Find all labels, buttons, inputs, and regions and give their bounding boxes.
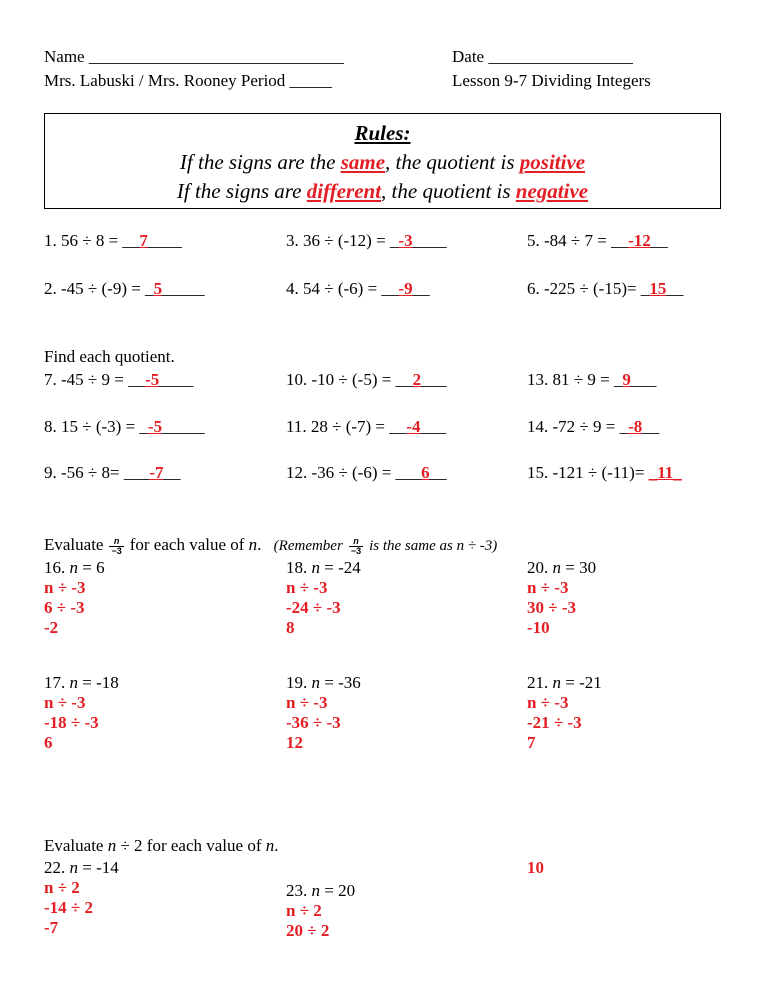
rule-keyword-positive: positive — [519, 150, 586, 174]
eval-heading — [286, 881, 355, 901]
eval-value: = -21 — [561, 673, 602, 692]
rule-text: If the signs are the — [179, 150, 341, 174]
answer: -3 — [398, 231, 413, 250]
problem-9 — [44, 463, 181, 483]
variable: n — [69, 673, 78, 692]
eval-heading — [44, 558, 105, 578]
problem-text: 5. -84 ÷ 7 = __ — [527, 231, 629, 250]
answer: 7 — [139, 231, 148, 250]
eval-step: -18 ÷ -3 — [44, 713, 99, 732]
answer: 5 — [153, 279, 163, 298]
problem-7 — [44, 370, 193, 390]
fraction — [109, 537, 123, 556]
blank: ____ — [147, 231, 182, 250]
eval-answer: -2 — [44, 618, 59, 637]
problem-8 — [44, 417, 205, 437]
eval-heading — [286, 558, 361, 578]
date-label: Date — [452, 47, 485, 66]
section-heading: Find each quotient. — [44, 347, 175, 366]
blank: __ — [650, 231, 668, 250]
fraction-numerator: n — [353, 536, 359, 547]
eval-answer: 7 — [527, 733, 536, 752]
eval-number: 23. — [286, 881, 312, 900]
problem-text: 7. -45 ÷ 9 = __ — [44, 370, 146, 389]
problem-text: 12. -36 ÷ (-6) = ___ — [286, 463, 422, 482]
eval-step: -36 ÷ -3 — [286, 713, 341, 732]
instruction-text: ÷ 2 for each value of — [116, 836, 266, 855]
eval-step: n ÷ 2 — [286, 901, 322, 920]
reminder-label: (Remember — [273, 538, 343, 554]
variable: n — [69, 858, 78, 877]
eval-step: n ÷ 2 — [44, 878, 80, 897]
eval-20 — [527, 558, 596, 638]
lesson-title: Lesson 9-7 Dividing Integers — [452, 71, 651, 90]
blank: __ — [412, 279, 430, 298]
answer: -8 — [628, 417, 643, 436]
eval-number: 20. — [527, 558, 553, 577]
problem-15 — [527, 463, 682, 483]
problem-5 — [527, 231, 668, 251]
eval-step: n ÷ -3 — [44, 578, 86, 597]
rule-different-signs — [45, 178, 720, 204]
reminder-text — [273, 536, 498, 557]
answer: 2 — [412, 370, 422, 389]
eval-answer: 6 — [44, 733, 53, 752]
rule-keyword-different: different — [306, 179, 382, 203]
problem-1 — [44, 231, 182, 251]
fraction-numerator: n — [113, 535, 120, 546]
answer: -5 — [145, 370, 160, 389]
problem-text: 1. 56 ÷ 8 = __ — [44, 231, 140, 250]
eval-value: = 30 — [561, 558, 597, 577]
eval-value: = -24 — [320, 558, 361, 577]
problem-text: 14. -72 ÷ 9 = _ — [527, 417, 629, 436]
eval-step: -14 ÷ 2 — [44, 898, 93, 917]
variable: n — [69, 558, 78, 577]
fraction-denominator: −3 — [111, 545, 122, 556]
eval-step: n ÷ -3 — [286, 693, 328, 712]
problem-13 — [527, 370, 656, 390]
problem-text: 4. 54 ÷ (-6) = __ — [286, 279, 399, 298]
instruction-text: for each value of — [129, 535, 245, 554]
rules-box — [44, 113, 721, 209]
rule-keyword-negative: negative — [515, 179, 589, 203]
eval-step: 20 ÷ 2 — [286, 921, 330, 940]
eval-step: n ÷ -3 — [286, 578, 328, 597]
rules-title: Rules: — [354, 121, 411, 145]
eval-number: 17. — [44, 673, 70, 692]
instruction-text: Evaluate — [44, 836, 108, 855]
section-3-instructions — [44, 534, 497, 557]
eval-step: n ÷ -3 — [44, 693, 86, 712]
eval-23 — [286, 881, 355, 941]
problem-11 — [286, 417, 446, 437]
eval-value: = 6 — [78, 558, 105, 577]
eval-heading — [286, 673, 361, 693]
answer: -7 — [149, 463, 164, 482]
eval-answer: 12 — [286, 733, 303, 752]
eval-number: 16. — [44, 558, 70, 577]
blank: ___ — [420, 417, 446, 436]
eval-number: 19. — [286, 673, 312, 692]
eval-heading — [44, 858, 119, 878]
eval-step: n ÷ -3 — [527, 578, 569, 597]
problem-14 — [527, 417, 659, 437]
name-field[interactable]: ______________________________ — [88, 47, 344, 66]
blank: __ — [642, 417, 660, 436]
rule-same-signs — [45, 149, 720, 175]
rule-text: , the quotient is — [385, 150, 520, 174]
eval-heading — [527, 673, 602, 693]
eval-step: n ÷ -3 — [527, 693, 569, 712]
variable: n — [107, 836, 117, 855]
eval-answer: -7 — [44, 918, 59, 937]
reminder-label: is the same as n ÷ -3) — [369, 538, 498, 554]
blank: __ — [666, 279, 684, 298]
problem-6 — [527, 279, 683, 299]
blank: _____ — [162, 417, 205, 436]
variable: n — [552, 558, 561, 577]
fraction-denominator: −3 — [350, 546, 362, 557]
answer: -9 — [398, 279, 413, 298]
problem-text: 15. -121 ÷ (-11)= — [527, 463, 649, 482]
problem-3 — [286, 231, 447, 251]
section-4-instructions — [44, 836, 278, 856]
problem-2 — [44, 279, 205, 299]
problem-text: 6. -225 ÷ (-15)= _ — [527, 279, 650, 298]
problem-text: 10. -10 ÷ (-5) = __ — [286, 370, 413, 389]
eval-step: -21 ÷ -3 — [527, 713, 582, 732]
eval-answer: 8 — [286, 618, 295, 637]
blank: ____ — [159, 370, 194, 389]
eval-number: 21. — [527, 673, 553, 692]
eval-22 — [44, 858, 119, 938]
teachers-label: Mrs. Labuski / Mrs. Rooney Period — [44, 71, 286, 90]
name-line — [44, 47, 344, 67]
eval-heading — [527, 558, 596, 578]
variable: n — [248, 535, 258, 554]
eval-value: = 20 — [320, 881, 356, 900]
problem-text: 13. 81 ÷ 9 = _ — [527, 370, 623, 389]
eval-17 — [44, 673, 119, 753]
variable: n — [311, 673, 320, 692]
eval-value: = -18 — [78, 673, 119, 692]
answer: -5 — [147, 417, 163, 436]
answer: 15 — [649, 279, 667, 298]
eval-value: = -36 — [320, 673, 361, 692]
eval-step: 6 ÷ -3 — [44, 598, 85, 617]
eval-value: = -14 — [78, 858, 119, 877]
eval-number: 22. — [44, 858, 70, 877]
eval-heading — [44, 673, 119, 693]
eval-answer: -10 — [527, 618, 550, 637]
problem-12 — [286, 463, 447, 483]
problem-10 — [286, 370, 447, 390]
stray-answer: 10 — [527, 858, 544, 877]
problem-4 — [286, 279, 430, 299]
rule-text: If the signs are — [176, 179, 307, 203]
date-line — [452, 47, 633, 67]
blank: ____ — [412, 231, 447, 250]
date-field[interactable]: _________________ — [488, 47, 633, 66]
period-field[interactable]: _____ — [289, 71, 333, 90]
eval-step: -24 ÷ -3 — [286, 598, 341, 617]
blank: __ — [163, 463, 181, 482]
answer: -12 — [628, 231, 651, 250]
blank: _____ — [162, 279, 205, 298]
variable: n — [552, 673, 561, 692]
rule-keyword-same: same — [340, 150, 386, 174]
answer: -4 — [406, 417, 421, 436]
variable: n — [265, 836, 275, 855]
eval-18 — [286, 558, 361, 638]
problem-text: 2. -45 ÷ (-9) = _ — [44, 279, 154, 298]
eval-step: 30 ÷ -3 — [527, 598, 576, 617]
variable: n — [311, 881, 320, 900]
problem-text: 11. 28 ÷ (-7) = __ — [286, 417, 407, 436]
problem-text: 3. 36 ÷ (-12) = _ — [286, 231, 399, 250]
name-label: Name — [44, 47, 85, 66]
answer: _11_ — [648, 463, 682, 482]
blank: ___ — [421, 370, 447, 389]
teacher-line — [44, 71, 332, 91]
instruction-text: . — [274, 836, 279, 855]
instruction-text: . — [257, 535, 262, 554]
problem-text: 8. 15 ÷ (-3) = _ — [44, 417, 148, 436]
problem-text: 9. -56 ÷ 8= ___ — [44, 463, 150, 482]
eval-16 — [44, 558, 105, 638]
blank: __ — [429, 463, 447, 482]
fraction — [349, 537, 363, 556]
eval-number: 18. — [286, 558, 312, 577]
eval-19 — [286, 673, 361, 753]
answer: 6 — [421, 463, 430, 482]
instruction-text: Evaluate — [44, 535, 104, 554]
answer: 9 — [622, 370, 631, 389]
eval-21 — [527, 673, 602, 753]
rule-text: , the quotient is — [381, 179, 516, 203]
blank: ___ — [630, 370, 657, 389]
variable: n — [311, 558, 320, 577]
